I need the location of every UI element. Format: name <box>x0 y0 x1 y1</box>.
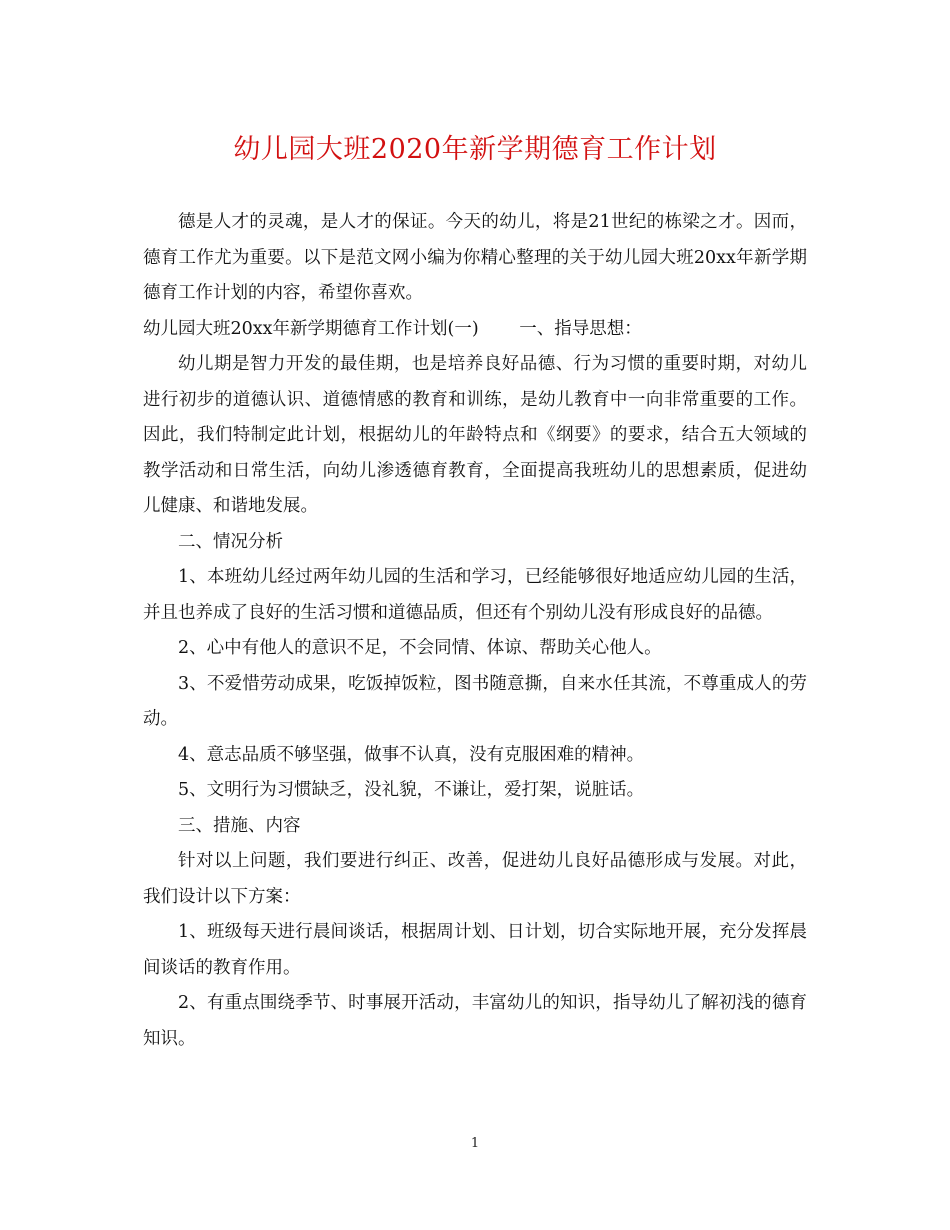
paragraph-measure-2: 2、有重点围绕季节、时事展开活动，丰富幼儿的知识，指导幼儿了解初浅的德育知识。 <box>143 993 807 1049</box>
section-heading-situation: 二、情况分析 <box>178 531 283 552</box>
paragraph-situation-1: 1、本班幼儿经过两年幼儿园的生活和学习，已经能够很好地适应幼儿园的生活，并且也养成了良好的生活习惯和道德品质，但还有个别幼儿没有形成良好的品德。 <box>143 567 807 623</box>
paragraph-measures-intro: 针对以上问题，我们要进行纠正、改善，促进幼儿良好品德形成与发展。对此，我们设计以下方案： <box>143 851 807 907</box>
paragraph-plan-heading: 幼儿园大班20xx年新学期德育工作计划(一) 一、指导思想： <box>143 318 642 339</box>
document-body <box>143 205 807 1057</box>
paragraph-measure-1: 1、班级每天进行晨间谈话，根据周计划、日计划，切合实际地开展，充分发挥晨间谈话的教育作用。 <box>143 922 807 978</box>
paragraph-situation-5: 5、文明行为习惯缺乏，没礼貌，不谦让，爱打架，说脏话。 <box>178 780 645 800</box>
page-number: 1 <box>470 1136 480 1151</box>
paragraph-situation-3: 3、不爱惜劳动成果，吃饭掉饭粒，图书随意撕，自来水任其流，不尊重成人的劳动。 <box>143 673 807 729</box>
paragraph-guiding-idea: 幼儿期是智力开发的最佳期，也是培养良好品德、行为习惯的重要时期，对幼儿进行初步的道德认识、道德情感的教育和训练，是幼儿教育中一向非常重要的工作。因此，我们特制定此计划，根据幼儿的年龄特点和《纲要》的要求，结合五大领域的教学活动和日常生活，向幼儿渗透德育教育，全面提高我班幼儿的思想素质，促进幼儿健康、和谐地发展。 <box>143 354 807 516</box>
section-heading-measures: 三、措施、内容 <box>178 815 301 836</box>
paragraph-situation-2: 2、心中有他人的意识不足，不会同情、体谅、帮助关心他人。 <box>178 638 662 658</box>
paragraph-situation-4: 4、意志品质不够坚强，做事不认真，没有克服困难的精神。 <box>178 744 645 765</box>
document-title: 幼儿园大班2020年新学期德育工作计划 <box>233 134 717 165</box>
paragraph-intro: 德是人才的灵魂，是人才的保证。今天的幼儿，将是21世纪的栋梁之才。因而，德育工作尤为重要。以下是范文网小编为你精心整理的关于幼儿园大班20xx年新学期德育工作计划的内容，希望你喜欢。 <box>143 212 807 303</box>
